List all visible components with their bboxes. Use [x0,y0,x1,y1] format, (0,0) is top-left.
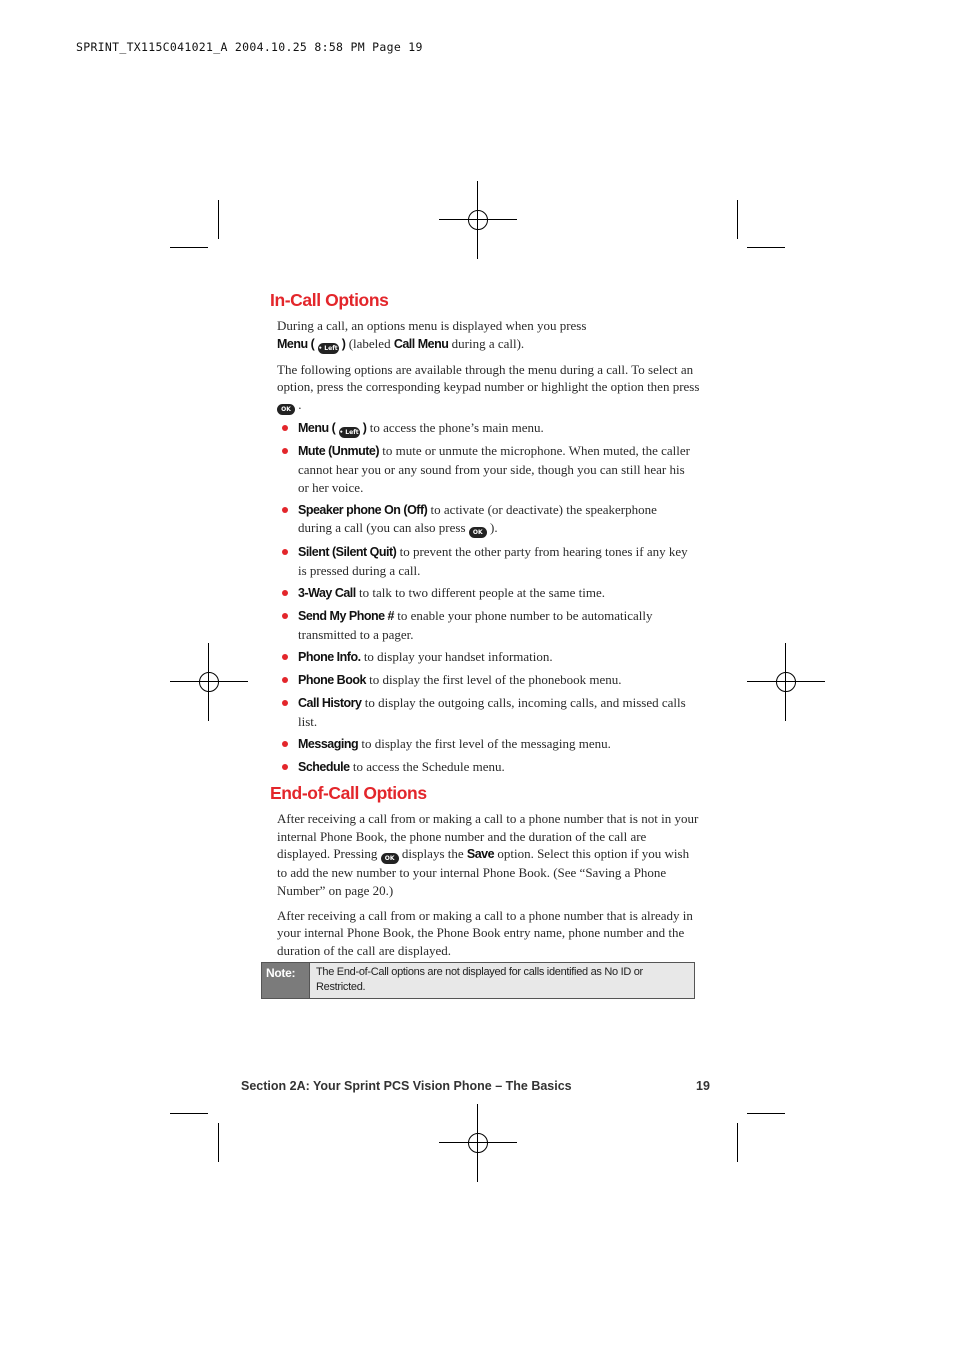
bullet-icon [282,590,288,596]
option-term: 3-Way Call [298,585,356,600]
option-desc-end: ). [490,520,498,536]
option-desc: to display the outgoing calls, incoming calls, and missed calls list. [298,695,686,729]
note-text: The End-of-Call options are not displayed for calls identified as No ID or Restricted. [309,963,694,998]
registration-mark-bottom [439,1104,517,1182]
note-box [261,962,695,999]
registration-mark-left [170,643,248,721]
option-desc: to access the phone’s main menu. [366,419,544,435]
call-menu-term: Call Menu [393,336,449,351]
option-desc: to talk to two different people at the same time. [355,584,605,600]
in-call-options-heading: In-Call Options [270,290,389,310]
list-item [298,694,702,730]
crop-mark [218,1123,219,1162]
menu-term: Menu ( [277,336,315,351]
list-item [298,442,702,496]
option-term: Speaker phone On (Off) [298,502,428,517]
crop-mark [737,200,738,239]
list-item [298,607,702,643]
bullet-icon [282,741,288,747]
bullet-icon [282,549,288,555]
save-term: Save [466,847,495,862]
bullet-icon [282,654,288,660]
option-term: Messaging [298,736,359,751]
instructions-end: . [298,396,302,412]
crop-mark [737,1123,738,1162]
page-number: 19 [696,1079,710,1093]
option-term-close: ) [362,420,367,435]
list-item [298,671,702,690]
list-item [298,584,702,603]
intro-labeled: (labeled [345,335,394,351]
crop-mark [170,1113,208,1114]
print-slug: SPRINT_TX115C041021_A 2004.10.25 8:58 PM Page 19 [76,40,423,54]
registration-mark-right [747,643,825,721]
list-item [298,501,702,539]
end-call-text-c: option. Select this option if you wish to add the new number to your internal Phone Book. (See “Saving a Phone Number” on page 20.) [277,846,690,898]
page-content [262,288,702,959]
bullet-icon [282,764,288,770]
bullet-icon [282,613,288,619]
option-term: Mute (Unmute) [298,444,379,459]
option-term: Schedule [298,760,350,775]
option-term: Silent (Silent Quit) [298,544,397,559]
option-desc: to enable your phone number to be automatically transmitted to a pager. [298,607,653,642]
option-desc: to access the Schedule menu. [349,759,505,775]
in-call-selection-instructions [277,361,702,415]
option-term: Phone Book [298,672,366,687]
option-term: Send My Phone # [298,608,394,623]
crop-mark [747,247,785,248]
option-term: Phone Info. [298,649,361,664]
menu-softkey-icon: • Left [339,428,359,436]
ok-key-icon: OK [469,527,487,538]
bullet-icon [282,700,288,706]
list-item [298,543,702,579]
option-desc: to mute or unmute the microphone. When muted, the caller cannot hear you or any sound from your side, though you can still hear his or her voice. [298,443,690,495]
footer-section-title: Section 2A: Your Sprint PCS Vision Phone – The Basics [241,1079,572,1093]
intro-text: During a call, an options menu is displayed when you press [277,318,587,333]
option-term: Call History [298,696,362,711]
crop-mark [170,247,208,248]
bullet-icon [282,448,288,454]
end-call-text-b: displays the [398,846,467,862]
ok-key-icon: OK [277,404,295,415]
option-desc: to display your handset information. [360,648,553,664]
option-desc: to display the first level of the messaging menu. [358,735,611,751]
list-item [298,419,702,438]
bullet-icon [282,425,288,431]
end-of-call-para-1 [277,810,702,899]
ok-key-icon: OK [381,853,399,864]
option-desc: to prevent the other party from hearing tones if any key is pressed during a call. [298,543,688,578]
in-call-intro [277,317,702,354]
bullet-icon [282,507,288,513]
option-desc: to activate (or deactivate) the speakerphone during a call (you can also press [298,501,657,536]
end-of-call-para-2: After receiving a call from or making a call to a phone number that is already in your internal Phone Book, the Phone Book entry name, phone number and the duration of the call are displayed. [277,907,693,958]
menu-term-close: ) [341,336,346,351]
end-call-text: After receiving a call from or making a call to a phone number that is not in your internal Phone Book, the phone number and the duration of the call are displayed. Pressing [277,811,699,862]
in-call-options-list [262,419,702,777]
end-of-call-options-heading: End-of-Call Options [270,783,427,804]
list-item [298,648,702,667]
page-footer [241,1079,711,1093]
intro-end: during a call). [448,335,525,351]
crop-mark [218,200,219,239]
registration-mark-top [439,181,517,259]
menu-softkey-icon: • Left [318,344,338,352]
list-item [298,758,702,777]
option-term: Menu ( [298,420,336,435]
option-desc: to display the first level of the phonebook menu. [365,671,622,687]
note-label: Note: [262,963,309,998]
list-item [298,735,702,754]
instructions-text: The following options are available through the menu during a call. To select an option, press the corresponding keypad number or highlight the option then press [277,361,700,395]
bullet-icon [282,677,288,683]
crop-mark [747,1113,785,1114]
